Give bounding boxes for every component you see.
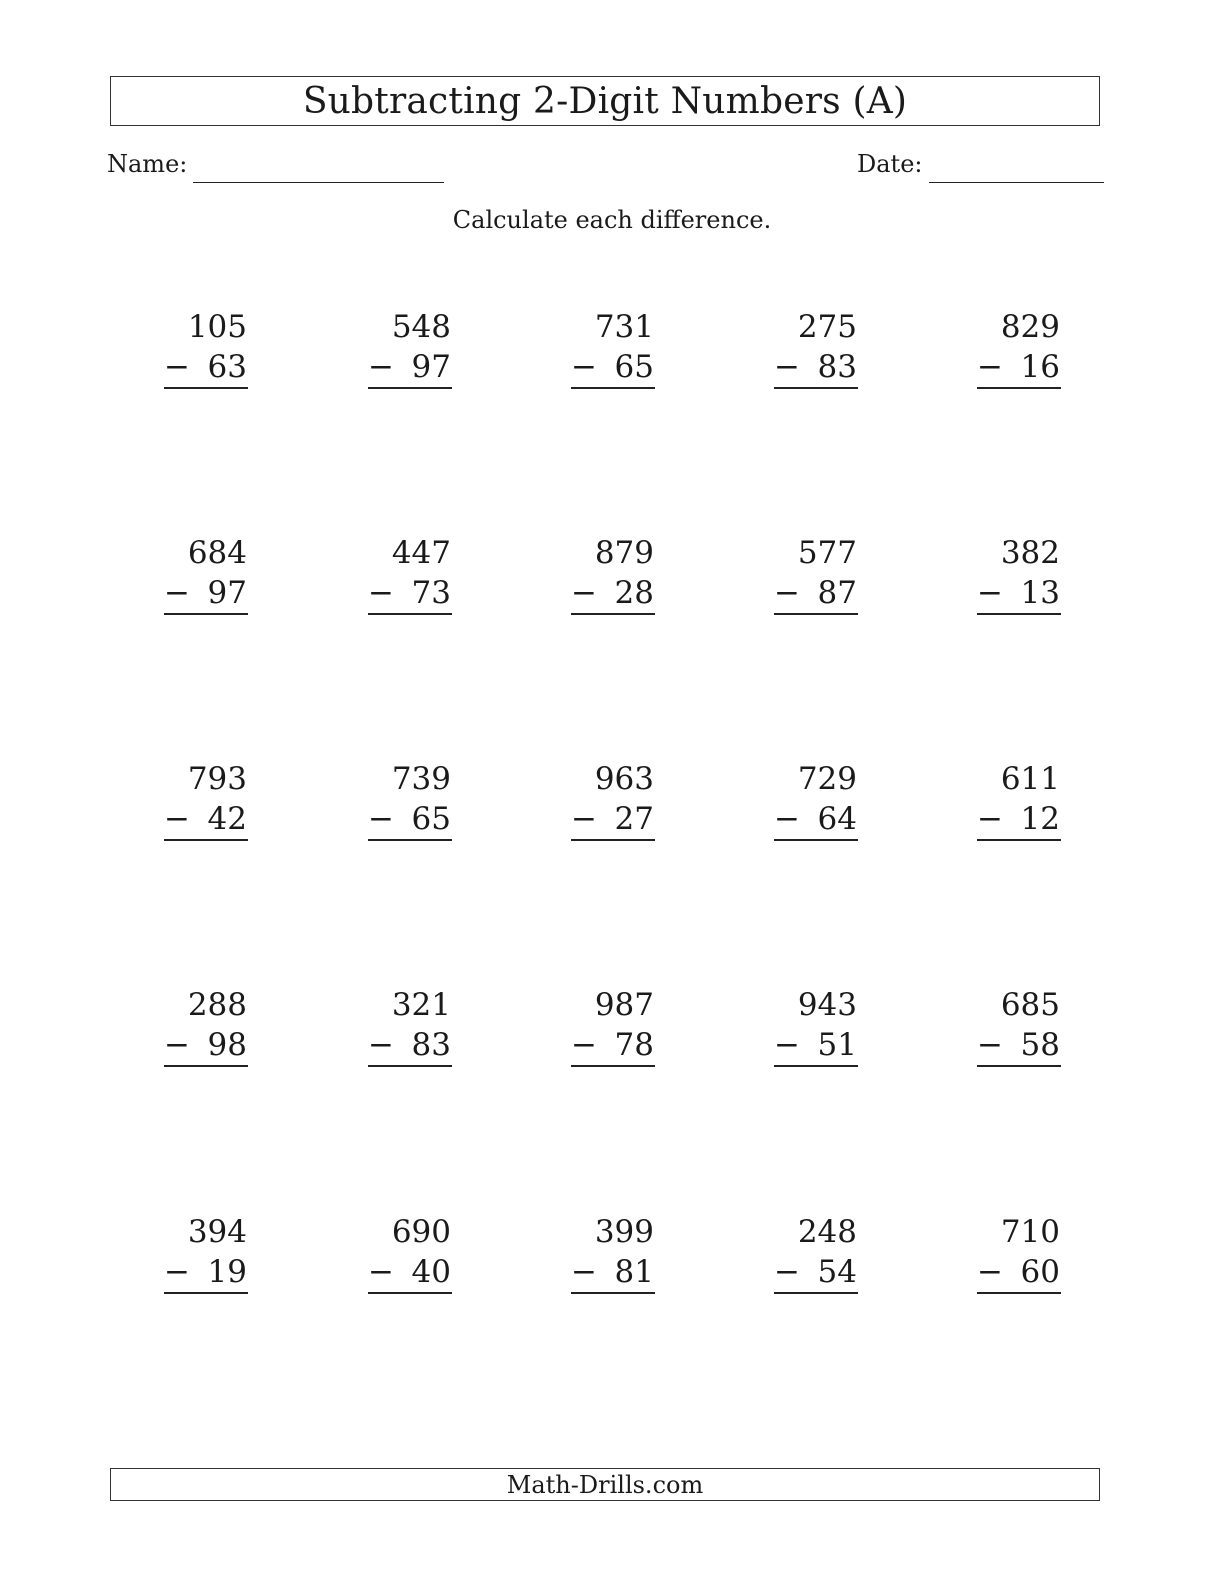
subtrahend: 27 [614,801,654,837]
subtrahend-line [977,347,1061,389]
minus-sign: − [774,1254,800,1290]
subtrahend-line [368,1025,452,1067]
subtraction-problem [571,307,655,389]
subtrahend: 63 [207,349,247,385]
minuend: 987 [594,987,654,1023]
minus-sign: − [164,1254,190,1290]
subtrahend-line [368,1252,452,1294]
minuend: 685 [1000,987,1060,1023]
minuend: 731 [594,309,654,345]
minuend: 248 [797,1214,857,1250]
minuend: 399 [594,1214,654,1250]
subtrahend: 12 [1020,801,1060,837]
minuend: 879 [594,535,654,571]
minus-sign: − [164,349,190,385]
subtraction-problem [774,533,858,615]
minuend: 963 [594,761,654,797]
subtrahend-line [977,1252,1061,1294]
minuend: 321 [391,987,451,1023]
subtraction-problem [977,759,1061,841]
subtrahend: 83 [817,349,857,385]
minus-sign: − [368,349,394,385]
minuend: 382 [1000,535,1060,571]
subtraction-problem [977,985,1061,1067]
subtrahend-line [368,573,452,615]
subtraction-problem [164,759,248,841]
subtrahend: 73 [411,575,451,611]
subtraction-problem [368,307,452,389]
subtrahend-line [164,799,248,841]
minus-sign: − [977,575,1003,611]
subtraction-problem [368,759,452,841]
minus-sign: − [977,1027,1003,1063]
subtrahend-line [774,573,858,615]
subtraction-problem [977,1212,1061,1294]
subtrahend-line [977,573,1061,615]
minuend: 577 [797,535,857,571]
footer [110,1468,1100,1501]
subtrahend-line [977,1025,1061,1067]
subtrahend: 97 [207,575,247,611]
minus-sign: − [774,575,800,611]
subtrahend: 83 [411,1027,451,1063]
minus-sign: − [164,575,190,611]
subtraction-problem [774,985,858,1067]
subtrahend-line [774,1025,858,1067]
subtrahend: 19 [207,1254,247,1290]
subtraction-problem [977,533,1061,615]
minus-sign: − [977,349,1003,385]
minuend: 690 [391,1214,451,1250]
subtrahend-line [571,1252,655,1294]
subtrahend-line [368,347,452,389]
instruction-text: Calculate each difference. [452,206,772,234]
minus-sign: − [774,801,800,837]
minus-sign: − [368,801,394,837]
minus-sign: − [774,1027,800,1063]
subtrahend: 78 [614,1027,654,1063]
minuend: 288 [187,987,247,1023]
subtraction-problem [571,1212,655,1294]
minus-sign: − [571,1027,597,1063]
minuend: 943 [797,987,857,1023]
subtraction-problem [571,533,655,615]
subtrahend-line [977,799,1061,841]
name-label: Name: [107,150,188,178]
subtrahend: 13 [1020,575,1060,611]
minus-sign: − [571,349,597,385]
minuend: 684 [187,535,247,571]
minus-sign: − [368,575,394,611]
subtrahend-line [571,1025,655,1067]
subtraction-problem [774,759,858,841]
subtrahend-line [164,1252,248,1294]
subtraction-problem [164,1212,248,1294]
subtrahend: 87 [817,575,857,611]
subtraction-problem [164,307,248,389]
minuend: 394 [187,1214,247,1250]
subtrahend: 54 [817,1254,857,1290]
subtrahend: 65 [614,349,654,385]
subtrahend-line [368,799,452,841]
footer-text: Math-Drills.com [506,1470,704,1499]
subtrahend: 97 [411,349,451,385]
minus-sign: − [977,1254,1003,1290]
minus-sign: − [368,1254,394,1290]
minus-sign: − [164,1027,190,1063]
subtrahend: 40 [411,1254,451,1290]
minuend: 611 [1000,761,1060,797]
subtrahend-line [774,1252,858,1294]
subtrahend-line [164,1025,248,1067]
minus-sign: − [977,801,1003,837]
minus-sign: − [774,349,800,385]
subtrahend: 60 [1020,1254,1060,1290]
minuend: 793 [187,761,247,797]
subtrahend: 81 [614,1254,654,1290]
worksheet-title-text: Subtracting 2-Digit Numbers (A) [302,80,908,122]
subtraction-problem [774,1212,858,1294]
minus-sign: − [571,801,597,837]
subtrahend-line [571,799,655,841]
subtrahend: 51 [817,1027,857,1063]
minuend: 275 [797,309,857,345]
subtrahend-line [164,573,248,615]
minuend: 829 [1000,309,1060,345]
subtrahend-line [774,347,858,389]
minus-sign: − [164,801,190,837]
minuend: 739 [391,761,451,797]
subtrahend: 42 [207,801,247,837]
subtrahend-line [571,347,655,389]
minuend: 447 [391,535,451,571]
minus-sign: − [571,575,597,611]
subtrahend: 58 [1020,1027,1060,1063]
minuend: 105 [187,309,247,345]
subtrahend: 28 [614,575,654,611]
subtrahend-line [774,799,858,841]
subtrahend-line [164,347,248,389]
minuend: 548 [391,309,451,345]
subtraction-problem [368,533,452,615]
subtraction-problem [164,533,248,615]
subtrahend: 98 [207,1027,247,1063]
minuend: 710 [1000,1214,1060,1250]
minuend: 729 [797,761,857,797]
subtraction-problem [977,307,1061,389]
date-label: Date: [857,150,923,178]
subtraction-problem [774,307,858,389]
minus-sign: − [368,1027,394,1063]
subtraction-problem [368,1212,452,1294]
subtraction-problem [164,985,248,1067]
subtrahend: 65 [411,801,451,837]
subtraction-problem [571,985,655,1067]
subtrahend-line [571,573,655,615]
minus-sign: − [571,1254,597,1290]
subtrahend: 64 [817,801,857,837]
subtrahend: 16 [1020,349,1060,385]
subtraction-problem [571,759,655,841]
subtraction-problem [368,985,452,1067]
